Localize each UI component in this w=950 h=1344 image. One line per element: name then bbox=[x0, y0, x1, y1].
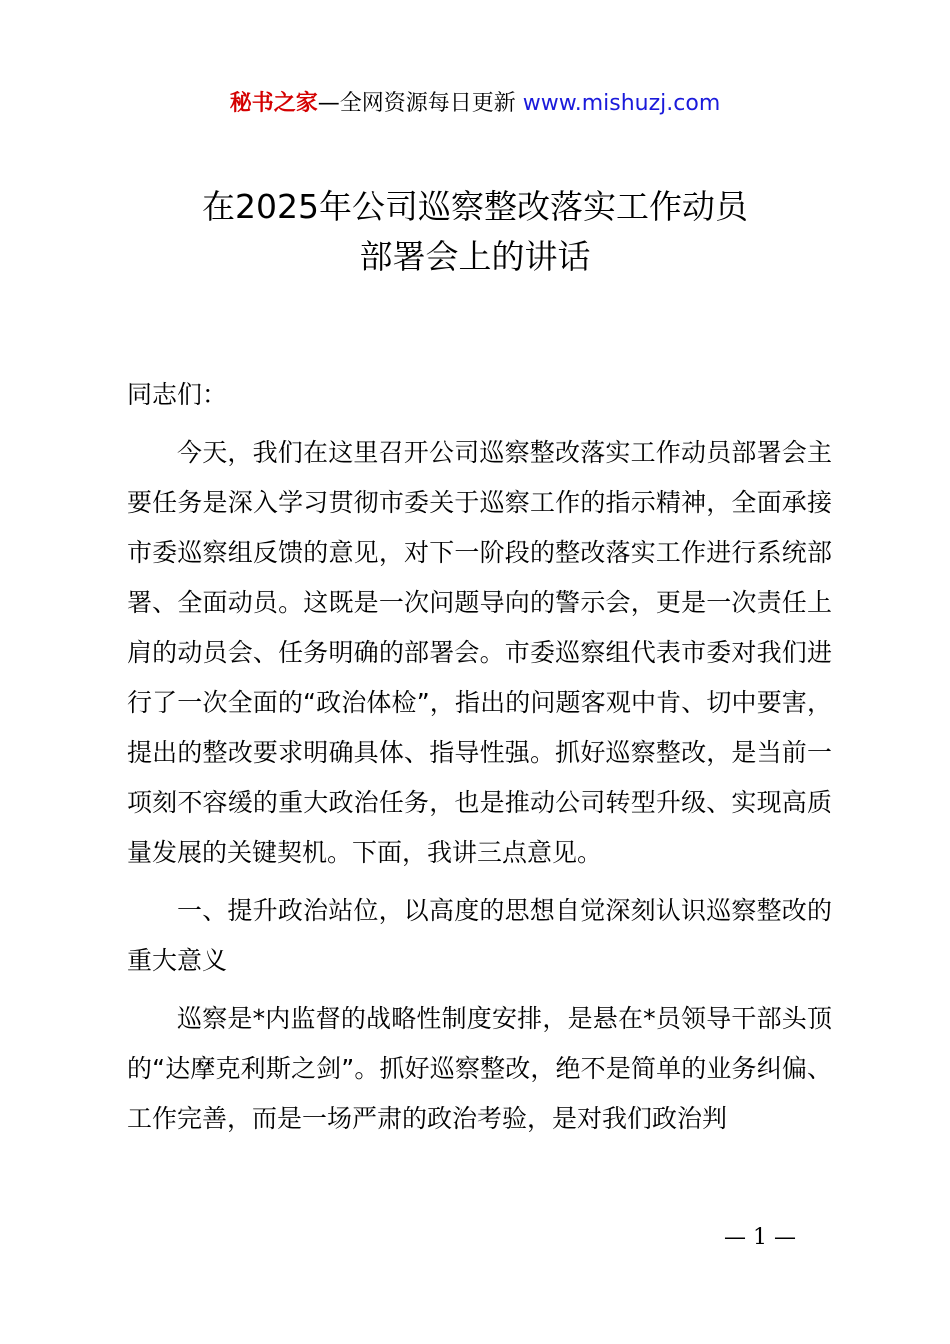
body-paragraph: 巡察是*内监督的战略性制度安排，是悬在*员领导干部头顶的“达摩克利斯之剑”。抓好巡察整改，绝不是简单的业务纠偏、工作完善，而是一场严肃的政治考验，是对我们政治判 bbox=[127, 1004, 832, 1133]
site-name: 秘书之家 bbox=[229, 91, 318, 116]
title-line-2: 部署会上的讲话 bbox=[359, 237, 591, 276]
body-paragraph: 今天，我们在这里召开公司巡察整改落实工作动员部署会主要任务是深入学习贯彻市委关于巡察工作的指示精神，全面承接市委巡察组反馈的意见，对下一阶段的整改落实工作进行系统部署、全面动员。这既是一次问题导向的警示会，更是一次责任上肩的动员会、任务明确的部署会。市委巡察组代表市委对我们进行了一次全面的“政治体检”，指出的问题客观中肯、切中要害，提出的整改要求明确具体、指导性强。抓好巡察整改，是当前一项刻不容缓的重大政治任务，也是推动公司转型升级、实现高质量发展的关键契机。下面，我讲三点意见。 bbox=[127, 438, 832, 867]
title-line-1: 在2025年公司巡察整改落实工作动员 bbox=[202, 187, 748, 226]
greeting: 同志们： bbox=[127, 380, 228, 409]
page-number: — 1 — bbox=[724, 1225, 796, 1250]
section-heading: 一、提升政治站位，以高度的思想自觉深刻认识巡察整改的重大意义 bbox=[127, 896, 832, 975]
site-header bbox=[0, 88, 950, 120]
site-tagline: —全网资源每日更新 bbox=[317, 91, 516, 116]
document-title bbox=[0, 182, 950, 282]
document-body bbox=[127, 370, 832, 1144]
site-url-link[interactable]: www.mishuzj.com bbox=[522, 91, 721, 116]
